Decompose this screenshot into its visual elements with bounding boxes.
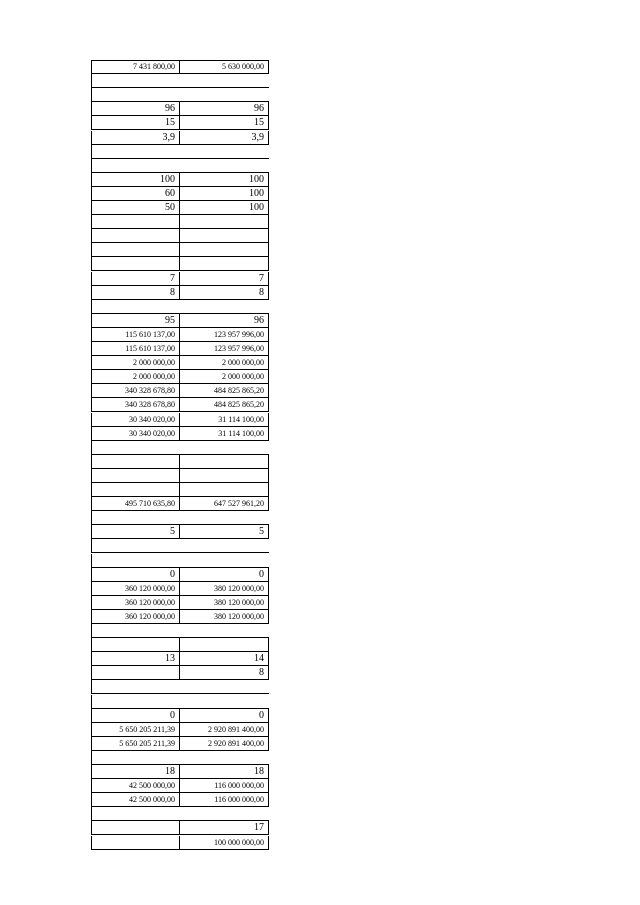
- table-row: [91, 497, 269, 511]
- table-row: [91, 215, 269, 229]
- value-cell-left: [91, 455, 180, 469]
- value-cell-left: [91, 680, 269, 694]
- value-cell-left: [91, 807, 269, 821]
- table-row: [91, 427, 269, 441]
- value-cell-left: 2 000 000,00: [91, 356, 180, 370]
- value-cell-right: [180, 243, 269, 257]
- value-cell-right: 100 000 000,00: [180, 836, 269, 850]
- value-cell-right: 100: [180, 187, 269, 201]
- table-row: [91, 60, 269, 74]
- table-row: [91, 709, 269, 723]
- value-cell-left: [91, 159, 269, 173]
- value-cell-left: 5 650 205 211,39: [91, 723, 180, 737]
- value-cell-left: [91, 441, 269, 455]
- value-cell-left: 50: [91, 201, 180, 215]
- table-row: [91, 511, 269, 525]
- value-cell-right: 7: [180, 272, 269, 286]
- value-cell-left: 30 340 020,00: [91, 413, 180, 427]
- value-cell-left: [91, 74, 269, 88]
- value-cell-left: 495 710 635,80: [91, 497, 180, 511]
- table-row: [91, 356, 269, 370]
- value-cell-right: 2 000 000,00: [180, 370, 269, 384]
- table-row: [91, 695, 269, 709]
- value-cell-right: 2 000 000,00: [180, 356, 269, 370]
- value-cell-left: 360 120 000,00: [91, 596, 180, 610]
- value-cell-right: [180, 455, 269, 469]
- value-cell-right: 5 630 000,00: [180, 60, 269, 74]
- table-row: [91, 398, 269, 412]
- value-cell-left: 42 500 000,00: [91, 793, 180, 807]
- value-cell-left: 100: [91, 173, 180, 187]
- table-row: [91, 793, 269, 807]
- table-row: [91, 582, 269, 596]
- value-cell-left: [91, 215, 180, 229]
- table-row: [91, 680, 269, 694]
- value-cell-right: 100: [180, 201, 269, 215]
- table-row: [91, 272, 269, 286]
- table-row: [91, 807, 269, 821]
- value-cell-left: 3,9: [91, 131, 180, 145]
- value-cell-left: [91, 300, 269, 314]
- table-row: [91, 455, 269, 469]
- table-row: [91, 441, 269, 455]
- value-cell-right: 31 114 100,00: [180, 427, 269, 441]
- financial-table: [91, 60, 269, 847]
- table-row: [91, 159, 269, 173]
- value-cell-left: 115 610 137,00: [91, 342, 180, 356]
- value-cell-right: 647 527 961,20: [180, 497, 269, 511]
- value-cell-left: [91, 624, 269, 638]
- value-cell-left: [91, 88, 269, 102]
- table-row: [91, 539, 269, 553]
- table-row: [91, 201, 269, 215]
- table-row: [91, 483, 269, 497]
- table-row: [91, 765, 269, 779]
- value-cell-left: [91, 554, 269, 568]
- table-row: [91, 779, 269, 793]
- value-cell-left: [91, 145, 269, 159]
- value-cell-right: 380 120 000,00: [180, 610, 269, 624]
- value-cell-right: [180, 469, 269, 483]
- value-cell-left: 15: [91, 116, 180, 130]
- value-cell-left: [91, 511, 269, 525]
- value-cell-right: 5: [180, 525, 269, 539]
- value-cell-left: [91, 229, 180, 243]
- table-row: [91, 723, 269, 737]
- table-row: [91, 342, 269, 356]
- table-row: [91, 116, 269, 130]
- value-cell-right: 116 000 000,00: [180, 793, 269, 807]
- value-cell-left: 340 328 678,80: [91, 384, 180, 398]
- value-cell-right: 116 000 000,00: [180, 779, 269, 793]
- value-cell-right: 3,9: [180, 131, 269, 145]
- value-cell-right: 17: [180, 821, 269, 835]
- table-row: [91, 737, 269, 751]
- value-cell-right: 8: [180, 666, 269, 680]
- value-cell-left: 360 120 000,00: [91, 610, 180, 624]
- value-cell-left: 2 000 000,00: [91, 370, 180, 384]
- table-row: [91, 257, 269, 271]
- value-cell-right: 96: [180, 102, 269, 116]
- value-cell-left: 5 650 205 211,39: [91, 737, 180, 751]
- value-cell-right: 100: [180, 173, 269, 187]
- value-cell-right: 123 957 996,00: [180, 328, 269, 342]
- value-cell-left: 96: [91, 102, 180, 116]
- value-cell-right: 14: [180, 652, 269, 666]
- value-cell-left: [91, 539, 269, 553]
- table-row: [91, 469, 269, 483]
- value-cell-right: 484 825 865,20: [180, 384, 269, 398]
- value-cell-right: [180, 257, 269, 271]
- table-row: [91, 821, 269, 835]
- value-cell-left: [91, 638, 180, 652]
- table-row: [91, 666, 269, 680]
- table-row: [91, 525, 269, 539]
- value-cell-right: 2 920 891 400,00: [180, 723, 269, 737]
- value-cell-right: 31 114 100,00: [180, 413, 269, 427]
- table-row: [91, 751, 269, 765]
- value-cell-right: 484 825 865,20: [180, 398, 269, 412]
- table-row: [91, 173, 269, 187]
- table-row: [91, 88, 269, 102]
- value-cell-right: 123 957 996,00: [180, 342, 269, 356]
- table-row: [91, 413, 269, 427]
- table-row: [91, 328, 269, 342]
- table-row: [91, 836, 269, 850]
- value-cell-right: 8: [180, 286, 269, 300]
- value-cell-right: 0: [180, 709, 269, 723]
- table-row: [91, 652, 269, 666]
- value-cell-left: [91, 469, 180, 483]
- table-row: [91, 243, 269, 257]
- value-cell-left: [91, 836, 180, 850]
- value-cell-left: 360 120 000,00: [91, 582, 180, 596]
- table-row: [91, 568, 269, 582]
- table-row: [91, 314, 269, 328]
- table-row: [91, 370, 269, 384]
- table-row: [91, 131, 269, 145]
- value-cell-left: 95: [91, 314, 180, 328]
- value-cell-right: 15: [180, 116, 269, 130]
- table-row: [91, 610, 269, 624]
- value-cell-left: [91, 243, 180, 257]
- value-cell-left: 0: [91, 568, 180, 582]
- table-row: [91, 384, 269, 398]
- value-cell-left: 0: [91, 709, 180, 723]
- table-row: [91, 229, 269, 243]
- table-row: [91, 187, 269, 201]
- value-cell-right: 380 120 000,00: [180, 582, 269, 596]
- value-cell-right: [180, 215, 269, 229]
- value-cell-right: 96: [180, 314, 269, 328]
- table-row: [91, 74, 269, 88]
- value-cell-left: 340 328 678,80: [91, 398, 180, 412]
- table-row: [91, 102, 269, 116]
- value-cell-left: 13: [91, 652, 180, 666]
- value-cell-right: 2 920 891 400,00: [180, 737, 269, 751]
- table-row: [91, 145, 269, 159]
- value-cell-left: [91, 821, 180, 835]
- value-cell-left: 8: [91, 286, 180, 300]
- value-cell-left: [91, 666, 180, 680]
- value-cell-right: [180, 229, 269, 243]
- value-cell-left: [91, 483, 180, 497]
- table-row: [91, 596, 269, 610]
- value-cell-left: 18: [91, 765, 180, 779]
- value-cell-left: 42 500 000,00: [91, 779, 180, 793]
- value-cell-left: 7 431 800,00: [91, 60, 180, 74]
- value-cell-left: 7: [91, 272, 180, 286]
- value-cell-right: [180, 483, 269, 497]
- value-cell-left: 30 340 020,00: [91, 427, 180, 441]
- value-cell-left: 115 610 137,00: [91, 328, 180, 342]
- table-row: [91, 300, 269, 314]
- value-cell-right: [180, 638, 269, 652]
- table-row: [91, 624, 269, 638]
- table-row: [91, 638, 269, 652]
- value-cell-right: 380 120 000,00: [180, 596, 269, 610]
- value-cell-left: [91, 751, 269, 765]
- value-cell-left: 60: [91, 187, 180, 201]
- value-cell-right: 18: [180, 765, 269, 779]
- table-row: [91, 286, 269, 300]
- value-cell-left: [91, 695, 269, 709]
- value-cell-left: [91, 257, 180, 271]
- table-row: [91, 554, 269, 568]
- value-cell-left: 5: [91, 525, 180, 539]
- value-cell-right: 0: [180, 568, 269, 582]
